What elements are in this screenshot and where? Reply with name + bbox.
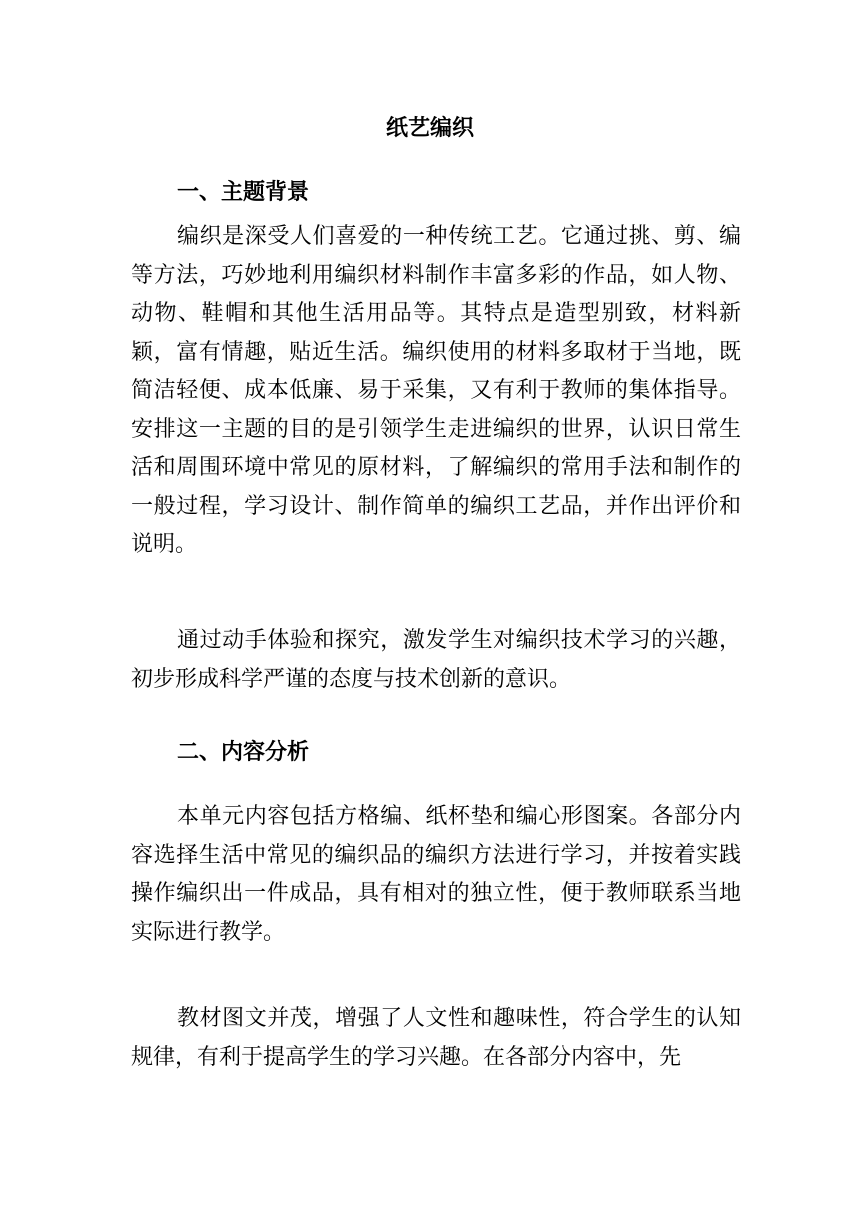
paragraph-theme-background: 编织是深受人们喜爱的一种传统工艺。它通过挑、剪、编等方法，巧妙地利用编织材料制作丰富多彩的作品，如人物、动物、鞋帽和其他生活用品等。其特点是造型别致，材料新颖，富有情趣，贴近生活。编织使用的材料多取材于当地，既简洁轻便、成本低廉、易于采集，又有利于教师的集体指导。安排这一主题的目的是引领学生走进编织的世界，认识日常生活和周围环境中常见的原材料，了解编织的常用手法和制作的一般过程，学习设计、制作简单的编织工艺品，并作出评价和说明。 — [131, 224, 741, 557]
paragraph-textbook-features: 教材图文并茂，增强了人文性和趣味性，符合学生的认知规律，有利于提高学生的学习兴趣。在各部分内容中，先 — [131, 1006, 741, 1070]
paragraph-theme-goal: 通过动手体验和探究，激发学生对编织技术学习的兴趣，初步形成科学严谨的态度与技术创新的意识。 — [131, 628, 741, 692]
document-title: 纸艺编织 — [385, 115, 474, 141]
paragraph-unit-content: 本单元内容包括方格编、纸杯垫和编心形图案。各部分内容选择生活中常见的编织品的编织方法进行学习，并按着实践操作编织出一件成品，具有相对的独立性，便于教师联系当地实际进行教学。 — [131, 804, 741, 945]
section-heading-background: 一、主题背景 — [177, 179, 310, 205]
section-heading-content-analysis: 二、内容分析 — [177, 739, 310, 765]
